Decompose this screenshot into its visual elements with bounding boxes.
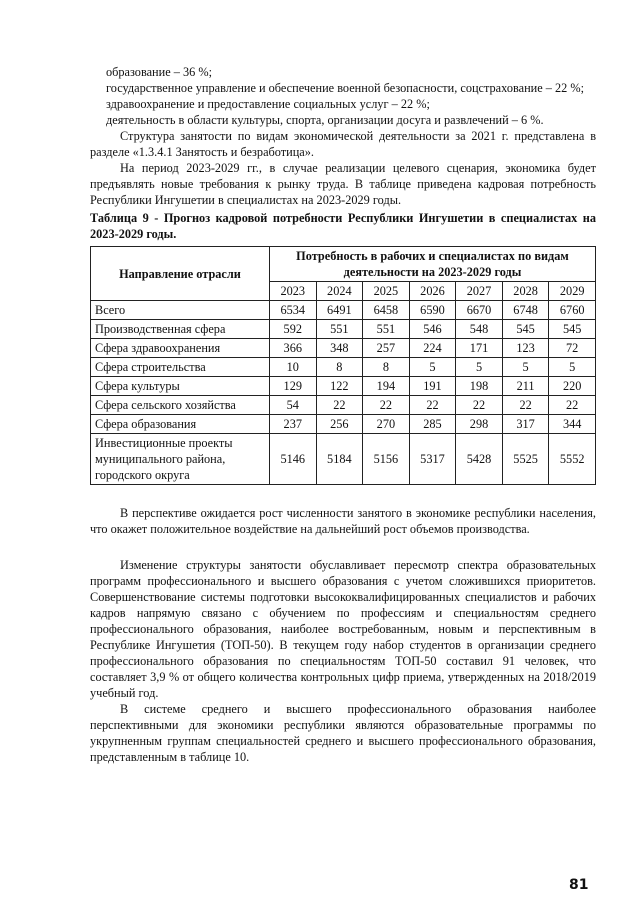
year-cell: 2027: [456, 282, 503, 301]
paragraph: На период 2023-2029 гг., в случае реализации целевого сценария, экономика будет предъявлять новые требования к рынку труда. В таблице приведена кадровая потребность Республики Ингушетии в специалистах на 2023-2029 годы.: [90, 161, 596, 207]
page-number: 81: [569, 877, 589, 893]
value-cell: 548: [456, 320, 503, 339]
paragraph: Структура занятости по видам экономической деятельности за 2021 г. представлена в разделе «1.3.4.1 Занятость и безработица».: [90, 129, 596, 159]
year-cell: 2028: [502, 282, 549, 301]
value-cell: 237: [270, 415, 317, 434]
value-cell: 6534: [270, 301, 317, 320]
value-cell: 194: [363, 377, 410, 396]
value-cell: 224: [409, 339, 456, 358]
value-cell: 8: [316, 358, 363, 377]
value-cell: 8: [363, 358, 410, 377]
value-cell: 123: [502, 339, 549, 358]
table-row: [91, 320, 596, 339]
table-row: [91, 377, 596, 396]
value-cell: 5: [409, 358, 456, 377]
value-cell: 6458: [363, 301, 410, 320]
value-cell: 5525: [502, 434, 549, 485]
table-body: [91, 301, 596, 485]
value-cell: 545: [549, 320, 596, 339]
table-row: [91, 415, 596, 434]
value-cell: 546: [409, 320, 456, 339]
value-cell: 344: [549, 415, 596, 434]
table-row: [91, 301, 596, 320]
value-cell: 5: [549, 358, 596, 377]
value-cell: 129: [270, 377, 317, 396]
value-cell: 22: [549, 396, 596, 415]
value-cell: 5: [456, 358, 503, 377]
year-cell: 2024: [316, 282, 363, 301]
row-label: Сфера строительства: [91, 358, 270, 377]
table-row: [91, 396, 596, 415]
page-body: [90, 64, 596, 765]
table-row: [91, 339, 596, 358]
value-cell: 72: [549, 339, 596, 358]
year-cell: 2023: [270, 282, 317, 301]
value-cell: 122: [316, 377, 363, 396]
paragraph: В системе среднего и высшего профессионального образования наиболее перспективными для экономики республики являются образовательные программы по укрупненным группам специальностей среднего и высшего профессионального образования, представленным в таблице 10.: [90, 702, 596, 764]
value-cell: 545: [502, 320, 549, 339]
value-cell: 366: [270, 339, 317, 358]
row-label: Производственная сфера: [91, 320, 270, 339]
row-label: Сфера культуры: [91, 377, 270, 396]
table-row: [91, 434, 596, 485]
value-cell: 5146: [270, 434, 317, 485]
year-cell: 2025: [363, 282, 410, 301]
value-cell: 6491: [316, 301, 363, 320]
intro-line: здравоохранение и предоставление социальных услуг – 22 %;: [106, 97, 430, 111]
header-direction: Направление отрасли: [91, 247, 270, 301]
value-cell: 551: [316, 320, 363, 339]
value-cell: 22: [316, 396, 363, 415]
table-caption: Таблица 9 - Прогноз кадровой потребности Республики Ингушетии в специалистах на 2023-2029 годы.: [90, 211, 596, 241]
value-cell: 317: [502, 415, 549, 434]
intro-line: государственное управление и обеспечение военной безопасности, соцстрахование – 22 %;: [106, 81, 585, 95]
year-cell: 2026: [409, 282, 456, 301]
value-cell: 198: [456, 377, 503, 396]
value-cell: 22: [363, 396, 410, 415]
value-cell: 6760: [549, 301, 596, 320]
staffing-table: [90, 246, 596, 485]
value-cell: 22: [502, 396, 549, 415]
value-cell: 285: [409, 415, 456, 434]
intro-line: деятельность в области культуры, спорта, организации досуга и развлечений – 6 %.: [106, 113, 544, 127]
value-cell: 257: [363, 339, 410, 358]
table-header-row: [91, 247, 596, 282]
year-cell: 2029: [549, 282, 596, 301]
value-cell: 191: [409, 377, 456, 396]
row-label: Сфера образования: [91, 415, 270, 434]
row-label: Сфера сельского хозяйства: [91, 396, 270, 415]
value-cell: 211: [502, 377, 549, 396]
value-cell: 348: [316, 339, 363, 358]
value-cell: 256: [316, 415, 363, 434]
table-row: [91, 358, 596, 377]
value-cell: 270: [363, 415, 410, 434]
value-cell: 220: [549, 377, 596, 396]
value-cell: 5156: [363, 434, 410, 485]
value-cell: 5317: [409, 434, 456, 485]
value-cell: 298: [456, 415, 503, 434]
row-label: Инвестиционные проекты муниципального района, городского округа: [91, 434, 270, 485]
value-cell: 5: [502, 358, 549, 377]
value-cell: 6590: [409, 301, 456, 320]
value-cell: 5184: [316, 434, 363, 485]
row-label: Сфера здравоохранения: [91, 339, 270, 358]
value-cell: 10: [270, 358, 317, 377]
value-cell: 5552: [549, 434, 596, 485]
header-need: Потребность в рабочих и специалистах по видам деятельности на 2023-2029 годы: [270, 247, 596, 282]
value-cell: 5428: [456, 434, 503, 485]
value-cell: 6670: [456, 301, 503, 320]
value-cell: 6748: [502, 301, 549, 320]
paragraph: Изменение структуры занятости обуславливает пересмотр спектра образовательных программ профессионального и высшего образования с учетом сложившихся приоритетов. Совершенствование системы подготовки высококвалифицированных специалистов и рабочих кадров напрямую связано с обучением по профессиям и специальностям среднего профессионального образования, наиболее востребованным, новым и перспективным в Республике Ингушетия (ТОП-50). В текущем году набор студентов в организации среднего профессионального образования по специальностям ТОП-50 составил 91 человек, что составляет 3,9 % от общего количества контрольных цифр приема, утвержденных на 2018/2019 учебный год.: [90, 558, 596, 700]
value-cell: 551: [363, 320, 410, 339]
value-cell: 171: [456, 339, 503, 358]
row-label: Всего: [91, 301, 270, 320]
value-cell: 54: [270, 396, 317, 415]
intro-line: образование – 36 %;: [106, 65, 212, 79]
value-cell: 592: [270, 320, 317, 339]
paragraph: В перспективе ожидается рост численности занятого в экономике республики населения, что окажет положительное воздействие на дальнейший рост объемов производства.: [90, 506, 596, 536]
value-cell: 22: [409, 396, 456, 415]
value-cell: 22: [456, 396, 503, 415]
